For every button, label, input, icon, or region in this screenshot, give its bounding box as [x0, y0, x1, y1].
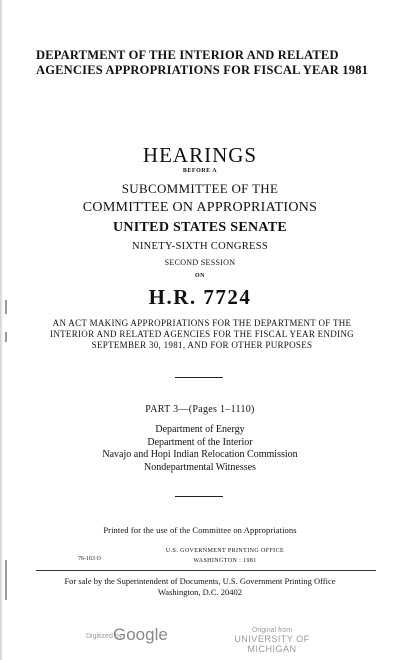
document-title: DEPARTMENT OF THE INTERIOR AND RELATED AGENCIES APPROPRIATIONS FOR FISCAL YEAR 1981: [36, 48, 369, 77]
gpo-name: U.S. GOVERNMENT PRINTING OFFICE: [165, 548, 285, 554]
divider-rule: [175, 496, 223, 497]
department-item: Department of Energy: [155, 424, 245, 435]
session-line: SECOND SESSION: [164, 258, 236, 267]
senate-line: UNITED STATES SENATE: [112, 220, 288, 235]
scan-mark: [5, 332, 7, 342]
department-item: Navajo and Hopi Indian Relocation Commission: [102, 449, 298, 460]
for-sale-line-2: Washington, D.C. 20402: [157, 586, 243, 597]
hearings-heading: HEARINGS: [142, 143, 258, 167]
for-sale-line-1: For sale by the Superintendent of Documents, U.S. Government Printing Office: [64, 576, 336, 586]
departments-list: [0, 424, 400, 474]
gpo-imprint: [140, 546, 310, 566]
printed-for-line: Printed for the use of the Committee on Appropriations: [103, 525, 297, 535]
committee-line: COMMITTEE ON APPROPRIATIONS: [82, 200, 318, 215]
part-line: PART 3—(Pages 1–1110): [145, 404, 255, 415]
department-item: Department of the Interior: [147, 436, 253, 448]
gpo-place: WASHINGTON : 1981: [193, 558, 257, 564]
congress-line: NINETY-SIXTH CONGRESS: [131, 241, 269, 252]
department-item: Nondepartmental Witnesses: [144, 461, 256, 473]
job-number: 76-163 O: [78, 556, 101, 562]
digitized-by-label: Digitized by: [86, 633, 123, 640]
scan-edge: [0, 0, 3, 660]
original-from-label: Original from: [251, 627, 293, 634]
divider-rule: [175, 377, 223, 378]
footer-rule: [36, 570, 376, 571]
google-logo: Google: [113, 625, 168, 644]
before-label: BEFORE A: [182, 168, 218, 174]
act-description: AN ACT MAKING APPROPRIATIONS FOR THE DEPARTMENT OF THE INTERIOR AND RELATED AGENCIES FOR THE FISCAL YEAR ENDING SEPTEMBER 30, 1981, AND FOR OTHER PURPOSES: [50, 318, 354, 350]
subcommittee-line: SUBCOMMITTEE OF THE: [121, 181, 279, 196]
bill-number: H.R. 7724: [148, 285, 252, 309]
on-label: ON: [195, 273, 205, 279]
original-from: [212, 627, 332, 654]
for-sale-note: [0, 576, 400, 597]
university-name: UNIVERSITY OF MICHIGAN: [234, 634, 310, 654]
